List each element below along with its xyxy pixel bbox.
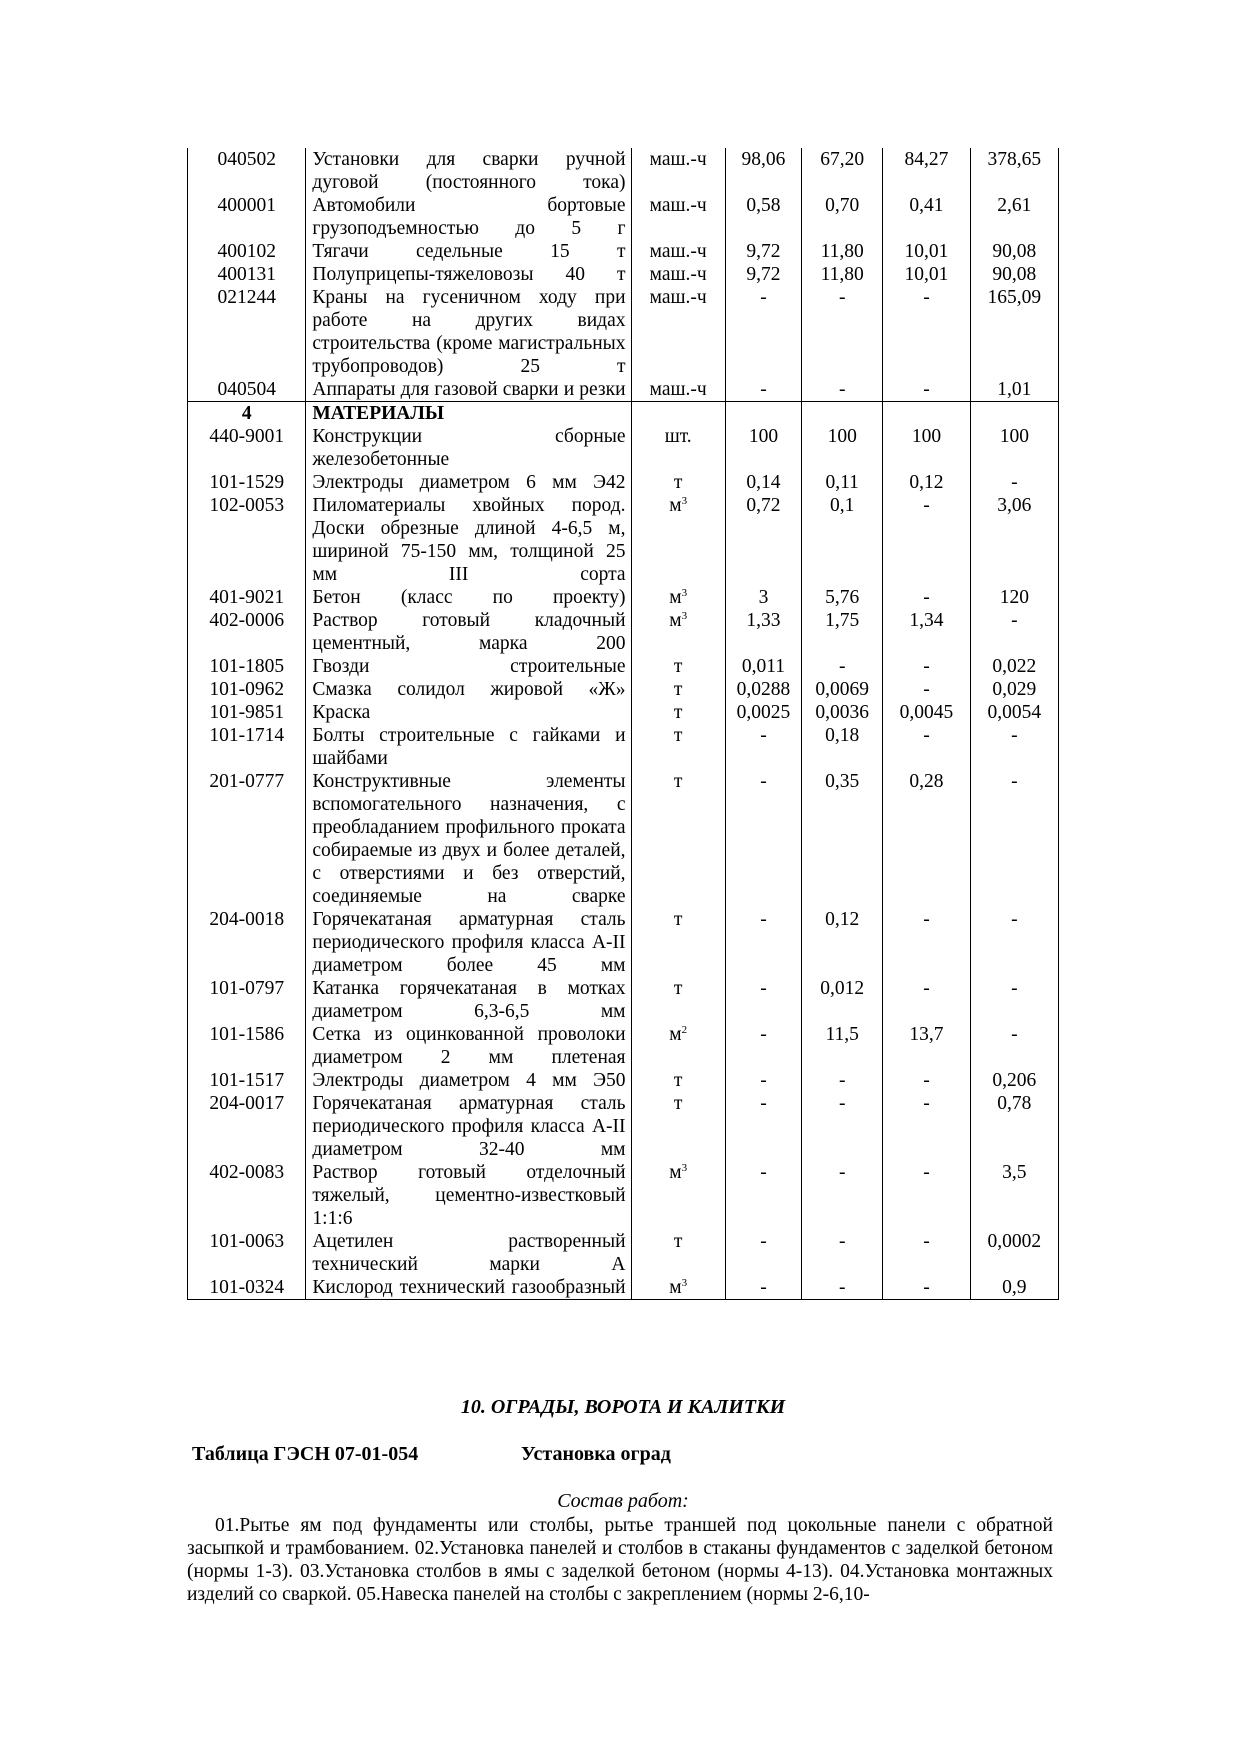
row-value-2: -	[802, 1161, 883, 1230]
row-name: Катанка горячекатаная в мотках диаметром 6,3-6,5 мм	[306, 977, 631, 1023]
row-name: Установки для сварки ручной дуговой (постоянного тока)	[306, 148, 631, 194]
row-unit: т	[631, 678, 725, 701]
row-unit: т	[631, 701, 725, 724]
row-code: 101-1805	[188, 655, 306, 678]
row-value-4: 90,08	[970, 263, 1058, 286]
row-code: 101-1714	[188, 724, 306, 770]
row-value-4	[970, 402, 1058, 426]
row-value-4: -	[970, 977, 1058, 1023]
row-value-3: -	[883, 655, 970, 678]
row-value-4: 3,06	[970, 494, 1058, 586]
unit-exponent: 3	[681, 610, 688, 622]
row-code: 101-1529	[188, 471, 306, 494]
row-value-4: -	[970, 471, 1058, 494]
row-code: 204-0018	[188, 908, 306, 977]
row-value-3: 0,28	[883, 770, 970, 908]
row-value-3: 13,7	[883, 1023, 970, 1069]
row-code: 040502	[188, 148, 306, 194]
row-value-2: -	[802, 1276, 883, 1300]
row-name: Конструктивные элементы вспомогательного назначения, с преобладанием профильного проката собираемые из двух и более деталей, с отверстиями и без отверстий, соединяемые на сварке	[306, 770, 631, 908]
unit-exponent: 2	[681, 1024, 688, 1036]
row-name: Раствор готовый отделочный тяжелый, цементно-известковый 1:1:6	[306, 1161, 631, 1230]
table-row	[188, 378, 1059, 402]
table-row	[188, 655, 1059, 678]
row-value-2: -	[802, 1230, 883, 1276]
row-code: 400102	[188, 240, 306, 263]
row-value-2: 0,12	[802, 908, 883, 977]
row-value-1: 0,58	[725, 194, 801, 240]
row-name: Краны на гусеничном ходу при работе на других видах строительства (кроме магистральных трубопроводов) 25 т	[306, 286, 631, 378]
row-value-3: 0,12	[883, 471, 970, 494]
row-code: 101-9851	[188, 701, 306, 724]
table-row	[188, 240, 1059, 263]
row-unit: шт.	[631, 425, 725, 471]
row-value-1: -	[725, 908, 801, 977]
table-section-row	[188, 402, 1059, 426]
row-name: Тягачи седельные 15 т	[306, 240, 631, 263]
row-value-3: 0,41	[883, 194, 970, 240]
resource-table	[187, 148, 1059, 1300]
table-title: Установка оград	[521, 1443, 671, 1465]
row-name: Сетка из оцинкованной проволоки диаметром 2 мм плетеная	[306, 1023, 631, 1069]
row-value-1: 1,33	[725, 609, 801, 655]
row-name: Бетон (класс по проекту)	[306, 586, 631, 609]
row-code: 4	[188, 402, 306, 426]
row-unit: т	[631, 1092, 725, 1161]
row-value-4: 1,01	[970, 378, 1058, 402]
row-unit: маш.-ч	[631, 240, 725, 263]
table-row	[188, 678, 1059, 701]
row-value-1: -	[725, 286, 801, 378]
row-name: МАТЕРИАЛЫ	[306, 402, 631, 426]
row-value-2: 0,70	[802, 194, 883, 240]
table-row	[188, 701, 1059, 724]
row-value-1: 9,72	[725, 263, 801, 286]
row-unit: $м^3$	[631, 494, 725, 586]
row-value-2: 67,20	[802, 148, 883, 194]
row-value-2: -	[802, 655, 883, 678]
table-row	[188, 263, 1059, 286]
row-unit: $м^3$	[631, 586, 725, 609]
row-unit: $м^3$	[631, 1276, 725, 1300]
row-value-3: -	[883, 977, 970, 1023]
row-name: Электроды диаметром 4 мм Э50	[306, 1069, 631, 1092]
row-value-4: 0,78	[970, 1092, 1058, 1161]
row-code: 402-0083	[188, 1161, 306, 1230]
row-value-1: -	[725, 977, 801, 1023]
row-unit: т	[631, 1069, 725, 1092]
row-name: Краска	[306, 701, 631, 724]
row-name: Раствор готовый кладочный цементный, марка 200	[306, 609, 631, 655]
row-name: Смазка солидол жировой «Ж»	[306, 678, 631, 701]
row-value-3: -	[883, 678, 970, 701]
row-value-3: 10,01	[883, 263, 970, 286]
table-row	[188, 286, 1059, 378]
row-unit: т	[631, 724, 725, 770]
row-code: 201-0777	[188, 770, 306, 908]
row-code: 101-0797	[188, 977, 306, 1023]
unit-exponent: 3	[681, 587, 688, 599]
row-unit: т	[631, 1230, 725, 1276]
row-value-3: -	[883, 494, 970, 586]
row-value-1: 0,0288	[725, 678, 801, 701]
row-value-4: 0,0054	[970, 701, 1058, 724]
table-row	[188, 494, 1059, 586]
table-row	[188, 770, 1059, 908]
row-value-1: -	[725, 1276, 801, 1300]
row-value-1: -	[725, 1161, 801, 1230]
row-name: Гвозди строительные	[306, 655, 631, 678]
row-name: Горячекатаная арматурная сталь периодического профиля класса А-II диаметром 32-40 мм	[306, 1092, 631, 1161]
row-value-3: 10,01	[883, 240, 970, 263]
row-value-4: 0,9	[970, 1276, 1058, 1300]
row-value-2: 0,11	[802, 471, 883, 494]
table-row	[188, 1023, 1059, 1069]
row-value-2: 0,0069	[802, 678, 883, 701]
row-value-3: -	[883, 378, 970, 402]
table-row	[188, 908, 1059, 977]
composition-title: Состав работ:	[557, 1490, 689, 1512]
row-value-2: 5,76	[802, 586, 883, 609]
row-value-3: -	[883, 908, 970, 977]
row-value-4: 0,022	[970, 655, 1058, 678]
row-value-4: -	[970, 724, 1058, 770]
row-value-1: 9,72	[725, 240, 801, 263]
table-row	[188, 148, 1059, 194]
row-value-2: 0,012	[802, 977, 883, 1023]
row-value-1: -	[725, 378, 801, 402]
row-code: 400131	[188, 263, 306, 286]
row-value-1: 3	[725, 586, 801, 609]
row-value-1: -	[725, 1230, 801, 1276]
row-value-4: 90,08	[970, 240, 1058, 263]
section-title: 10. ОГРАДЫ, ВОРОТА И КАЛИТКИ	[460, 1396, 786, 1418]
row-unit: т	[631, 471, 725, 494]
row-value-2: 0,0036	[802, 701, 883, 724]
table-row	[188, 1092, 1059, 1161]
row-value-2: 100	[802, 425, 883, 471]
row-name: Электроды диаметром 6 мм Э42	[306, 471, 631, 494]
row-value-4: -	[970, 770, 1058, 908]
row-value-3: -	[883, 286, 970, 378]
table-row	[188, 1276, 1059, 1300]
row-unit: т	[631, 977, 725, 1023]
table-row	[188, 1230, 1059, 1276]
row-unit: маш.-ч	[631, 194, 725, 240]
row-code: 204-0017	[188, 1092, 306, 1161]
row-value-3: 1,34	[883, 609, 970, 655]
table-row	[188, 609, 1059, 655]
row-value-1: 100	[725, 425, 801, 471]
row-value-4: 3,5	[970, 1161, 1058, 1230]
row-value-3: -	[883, 1092, 970, 1161]
row-value-4: 0,206	[970, 1069, 1058, 1092]
row-value-2: 0,35	[802, 770, 883, 908]
row-value-2: 11,80	[802, 240, 883, 263]
row-value-3: 84,27	[883, 148, 970, 194]
row-value-1: -	[725, 770, 801, 908]
row-value-2: -	[802, 1069, 883, 1092]
table-row	[188, 724, 1059, 770]
row-name: Автомобили бортовые грузоподъемностью до 5 г	[306, 194, 631, 240]
row-unit: $м^3$	[631, 609, 725, 655]
row-value-1	[725, 402, 801, 426]
row-value-3: -	[883, 1276, 970, 1300]
row-value-4: 378,65	[970, 148, 1058, 194]
row-name: Болты строительные с гайками и шайбами	[306, 724, 631, 770]
row-code: 440-9001	[188, 425, 306, 471]
row-unit: маш.-ч	[631, 378, 725, 402]
row-name: Полуприцепы-тяжеловозы 40 т	[306, 263, 631, 286]
row-value-3	[883, 402, 970, 426]
table-row	[188, 977, 1059, 1023]
row-code: 101-1586	[188, 1023, 306, 1069]
row-value-2: -	[802, 1092, 883, 1161]
row-value-1: 0,14	[725, 471, 801, 494]
row-name: Аппараты для газовой сварки и резки	[306, 378, 631, 402]
row-value-3: -	[883, 1069, 970, 1092]
row-value-3: 0,0045	[883, 701, 970, 724]
row-value-2: 0,1	[802, 494, 883, 586]
row-value-1: -	[725, 1092, 801, 1161]
row-value-2	[802, 402, 883, 426]
row-value-3: -	[883, 1161, 970, 1230]
row-value-1: -	[725, 1069, 801, 1092]
table-label: Таблица ГЭСН 07-01-054	[192, 1443, 419, 1465]
row-value-2: 11,5	[802, 1023, 883, 1069]
row-unit: $м^2$	[631, 1023, 725, 1069]
row-unit: маш.-ч	[631, 263, 725, 286]
row-unit: маш.-ч	[631, 286, 725, 378]
row-code: 101-1517	[188, 1069, 306, 1092]
row-unit: т	[631, 908, 725, 977]
row-value-4: 2,61	[970, 194, 1058, 240]
row-code: 102-0053	[188, 494, 306, 586]
row-name: Кислород технический газообразный	[306, 1276, 631, 1300]
row-value-1: 0,72	[725, 494, 801, 586]
row-value-4: -	[970, 1023, 1058, 1069]
row-value-3: 100	[883, 425, 970, 471]
row-value-1: 0,011	[725, 655, 801, 678]
table-row	[188, 471, 1059, 494]
row-code: 101-0324	[188, 1276, 306, 1300]
row-unit: т	[631, 655, 725, 678]
composition-text: 01.Рытье ям под фундаменты или столбы, рытье траншей под цокольные панели с обратной засыпкой и трамбованием. 02.Установка панелей и столбов в стаканы фундаментов с заделкой бетоном (нормы 1-3). 03.Установка столбов в ямы с заделкой бетоном (нормы 4-13). 04.Установка монтажных изделий со сваркой. 05.Навеска панелей на столбы с закреплением (нормы 2-6,10-	[187, 1515, 1053, 1605]
row-unit: маш.-ч	[631, 148, 725, 194]
row-code: 101-0063	[188, 1230, 306, 1276]
row-value-2: -	[802, 286, 883, 378]
row-code: 400001	[188, 194, 306, 240]
row-value-2: 11,80	[802, 263, 883, 286]
row-unit: $м^3$	[631, 1161, 725, 1230]
row-value-3: -	[883, 586, 970, 609]
row-code: 021244	[188, 286, 306, 378]
row-code: 401-9021	[188, 586, 306, 609]
row-name: Ацетилен растворенный технический марки А	[306, 1230, 631, 1276]
row-value-3: -	[883, 1230, 970, 1276]
row-value-1: -	[725, 1023, 801, 1069]
row-name: Горячекатаная арматурная сталь периодического профиля класса А-II диаметром более 45 мм	[306, 908, 631, 977]
unit-exponent: 3	[681, 495, 688, 507]
unit-exponent: 3	[681, 1162, 688, 1174]
row-value-4: 0,029	[970, 678, 1058, 701]
table-row	[188, 586, 1059, 609]
row-value-4: 100	[970, 425, 1058, 471]
row-value-3: -	[883, 724, 970, 770]
row-unit	[631, 402, 725, 426]
row-value-4: 120	[970, 586, 1058, 609]
row-name: Конструкции сборные железобетонные	[306, 425, 631, 471]
row-code: 040504	[188, 378, 306, 402]
table-row	[188, 1161, 1059, 1230]
row-value-2: 1,75	[802, 609, 883, 655]
row-value-2: -	[802, 378, 883, 402]
row-code: 402-0006	[188, 609, 306, 655]
row-value-1: 0,0025	[725, 701, 801, 724]
row-name: Пиломатериалы хвойных пород. Доски обрезные длиной 4-6,5 м, шириной 75-150 мм, толщиной 25 мм III сорта	[306, 494, 631, 586]
row-value-4: -	[970, 609, 1058, 655]
table-row	[188, 194, 1059, 240]
row-value-1: -	[725, 724, 801, 770]
table-row	[188, 1069, 1059, 1092]
row-value-4: 0,0002	[970, 1230, 1058, 1276]
table-row	[188, 425, 1059, 471]
row-value-4: 165,09	[970, 286, 1058, 378]
row-unit: т	[631, 770, 725, 908]
row-value-2: 0,18	[802, 724, 883, 770]
unit-exponent: 3	[681, 1277, 688, 1289]
row-code: 101-0962	[188, 678, 306, 701]
row-value-4: -	[970, 908, 1058, 977]
row-value-1: 98,06	[725, 148, 801, 194]
